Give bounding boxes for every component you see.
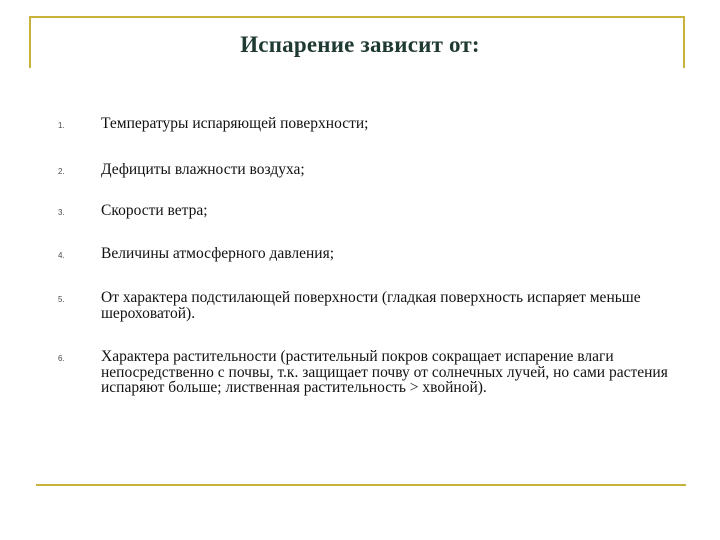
list-item-text: Дефициты влажности воздуха;	[101, 161, 305, 178]
list-item-number: 4.	[58, 251, 65, 260]
list-item-text: Величины атмосферного давления;	[101, 245, 335, 262]
frame-bottom-border	[36, 484, 686, 486]
list-item-text: Скорости ветра;	[101, 202, 208, 219]
list-item-number: 2.	[58, 167, 65, 176]
list-item-number: 6.	[58, 354, 65, 363]
list-item-text: Характера растительности (растительный покров сокращает испарение влаги непосредственно с почвы, т.к. защищает почву от солнечных лучей, но сами растения испаряют больше; лиственная растительность > хвойной).	[101, 348, 668, 396]
list-item-text: Температуры испаряющей поверхности;	[101, 115, 369, 132]
slide-title	[0, 32, 720, 58]
list-item-text: От характера подстилающей поверхности (гладкая поверхность испаряет меньше шероховатой).	[101, 289, 641, 322]
slide-title-text: Испарение зависит от:	[240, 32, 480, 57]
list-item-number: 5.	[58, 295, 65, 304]
list-item-number: 1.	[58, 121, 65, 130]
frame-top-border	[29, 16, 685, 18]
list-item-number: 3.	[58, 208, 65, 217]
